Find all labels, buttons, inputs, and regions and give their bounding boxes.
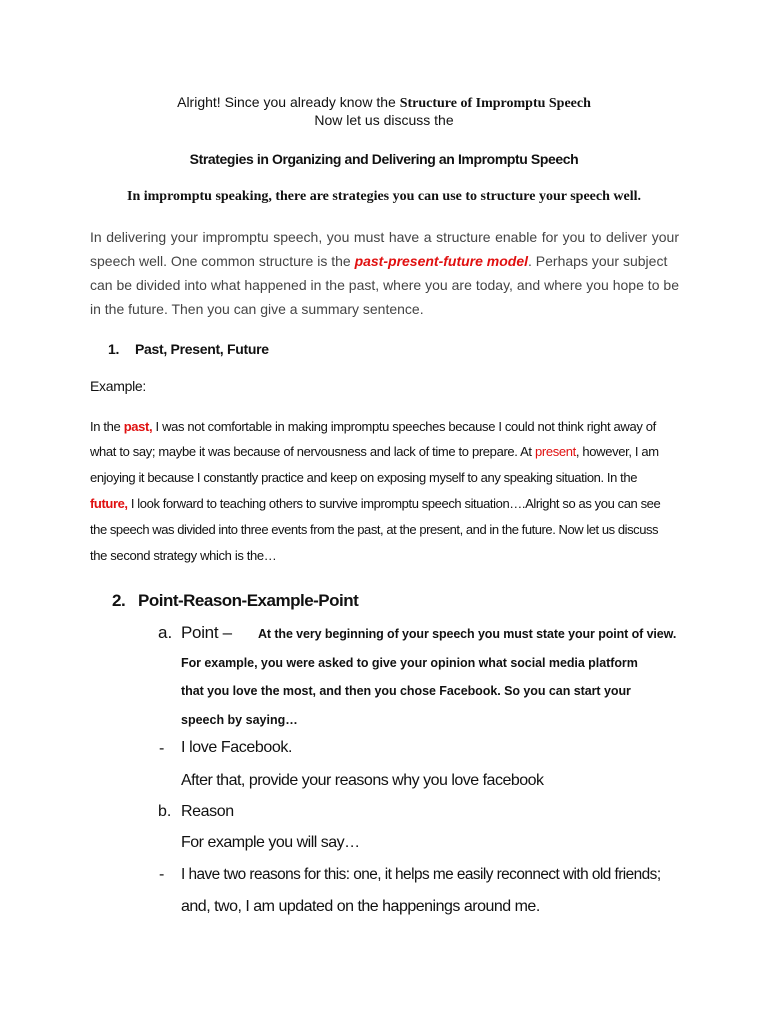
para2-line-3: enjoying it because I constantly practice and keep on exposing myself to any speaking situation. In the — [90, 470, 638, 485]
para2-line-1: In the past, I was not comfortable in making impromptu speeches because I could not think right away of — [90, 419, 656, 434]
para1-line-2: speech well. One common structure is the past-present-future model. Perhaps your subject — [90, 253, 668, 269]
document-heading: Strategies in Organizing and Delivering an Impromptu Speech — [189, 151, 579, 167]
list-item-2-number: 2. — [112, 591, 126, 610]
list-item-2-title: Point-Reason-Example-Point — [138, 591, 359, 610]
sub-item-a-marker: a. — [158, 623, 173, 642]
for-example-line: For example you will say… — [181, 834, 360, 851]
dash-marker-1: - — [159, 740, 165, 757]
sub-item-a-line-4: speech by saying… — [181, 713, 298, 727]
example-label: Example: — [90, 378, 146, 394]
intro-line-2: Now let us discuss the — [314, 112, 454, 128]
para1-line-4: in the future. Then you can give a summary sentence. — [90, 301, 424, 317]
para2-line-6: the second strategy which is the… — [90, 548, 277, 563]
dash-item-2-line-2: and, two, I am updated on the happenings around me. — [181, 898, 540, 915]
highlight-future: future, — [90, 496, 128, 511]
intro-prefix: Alright! Since you already know the — [177, 94, 400, 110]
sub-item-b-marker: b. — [158, 803, 172, 820]
highlight-present: present — [534, 444, 576, 459]
after-that-line: After that, provide your reasons why you love facebook — [181, 772, 544, 789]
dash-marker-2: - — [159, 866, 165, 883]
dash-item-1-text: I love Facebook. — [181, 739, 292, 756]
document-subheading: In impromptu speaking, there are strategies you can use to structure your speech well. — [127, 189, 641, 204]
sub-item-a-line-3: that you love the most, and then you chose Facebook. So you can start your — [181, 684, 631, 698]
highlight-past: past, — [123, 419, 153, 434]
para2-line-4: future, I look forward to teaching others to survive impromptu speech situation….Alright so as you can see — [90, 496, 661, 511]
list-item-1-title: Past, Present, Future — [135, 341, 269, 357]
sub-item-a-line-2: For example, you were asked to give your opinion what social media platform — [181, 656, 638, 670]
sub-item-a-title: Point – — [181, 623, 232, 642]
sub-item-a-line-1: At the very beginning of your speech you must state your point of view. — [258, 627, 677, 641]
para2-line-2: what to say; maybe it was because of nervousness and lack of time to prepare. At present, however, I am — [90, 444, 659, 459]
sub-item-b-title: Reason — [181, 803, 234, 820]
list-item-1-number: 1. — [108, 341, 120, 357]
dash-item-2-line-1: I have two reasons for this: one, it helps me easily reconnect with old friends; — [181, 866, 661, 883]
intro-line-1 — [0, 94, 768, 112]
para1-line-1: In delivering your impromptu speech, you must have a structure enable for you to deliver your — [90, 229, 679, 245]
para1-line-3: can be divided into what happened in the past, where you are today, and where you hope to be — [90, 277, 679, 293]
highlight-model: past-present-future model — [354, 253, 529, 269]
intro-bold-title: Structure of Impromptu Speech — [399, 96, 591, 111]
para2-line-5: the speech was divided into three events from the past, at the present, and in the future. Now let us discuss — [90, 522, 659, 537]
